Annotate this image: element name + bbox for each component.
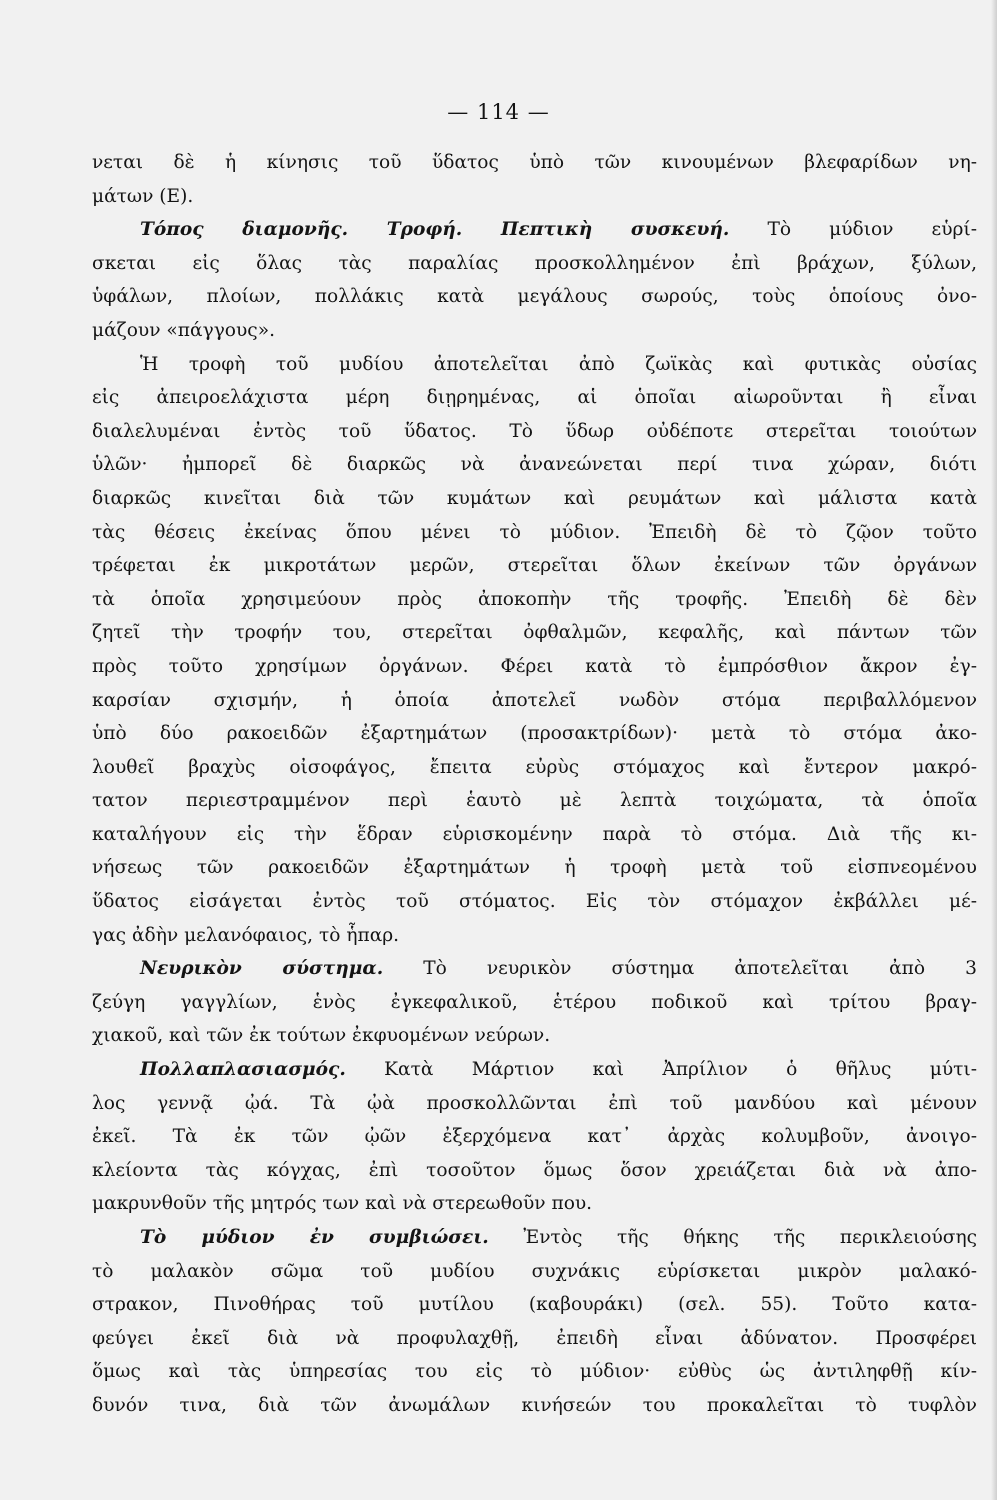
text-line: [92, 415, 977, 449]
line-text: Ἡ τροφὴ τοῦ μυδίου ἀποτελεῖται ἀπὸ ζωϊκὰς καὶ φυτικὰς οὐσίας: [140, 353, 977, 375]
text-line: [92, 952, 977, 986]
line-text: ὅμως καὶ τὰς ὑπηρεσίας του εἰς τὸ μύδιον· εὐθὺς ὡς ἀντιληφθῇ κίν-: [92, 1361, 977, 1383]
text-line: [92, 717, 977, 751]
line-text: Τὸ μύδιον εὑρί-: [729, 219, 978, 241]
line-text: ζητεῖ τὴν τροφήν του, στερεῖται ὀφθαλμῶν, κεφαλῆς, καὶ πάντων τῶν: [92, 622, 977, 644]
line-text: δυνόν τινα, διὰ τῶν ἀνωμάλων κινήσεών του προκαλεῖται τὸ τυφλὸν: [92, 1394, 977, 1416]
text-line: [92, 348, 977, 382]
text-line: [92, 818, 977, 852]
line-text: ὑφάλων, πλοίων, πολλάκις κατὰ μεγάλους σωρούς, τοὺς ὁποίους ὀνο-: [92, 286, 977, 308]
text-line: [92, 314, 977, 348]
text-line: [92, 784, 977, 818]
line-text: τὰς θέσεις ἐκείνας ὅπου μένει τὸ μύδιον. Ἐπειδὴ δὲ τὸ ζῷον τοῦτο: [92, 521, 977, 543]
line-text: ζεύγη γαγγλίων, ἑνὸς ἐγκεφαλικοῦ, ἑτέρου ποδικοῦ καὶ τρίτου βραγ-: [92, 991, 977, 1013]
text-line: [92, 986, 977, 1020]
text-line: [92, 1053, 977, 1087]
line-text: μακρυνθοῦν τῆς μητρός των καὶ νὰ στερεωθοῦν που.: [92, 1193, 593, 1215]
line-text: Κατὰ Μάρτιον καὶ Ἀπρίλιον ὁ θῆλυς μύτι-: [345, 1059, 977, 1081]
line-text: τατον περιεστραμμένον περὶ ἑαυτὸ μὲ λεπτὰ τοιχώματα, τὰ ὁποῖα: [92, 790, 977, 812]
line-text: σκεται εἰς ὅλας τὰς παραλίας προσκολλημένον ἐπὶ βράχων, ξύλων,: [92, 252, 977, 274]
text-line: [92, 1322, 977, 1356]
line-text: τρέφεται ἐκ μικροτάτων μερῶν, στερεῖται ὅλων ἐκείνων τῶν ὀργάνων: [92, 555, 977, 577]
text-line: [92, 751, 977, 785]
line-text: καρσίαν σχισμήν, ἡ ὁποία ἀποτελεῖ νωδὸν στόμα περιβαλλόμενον: [92, 689, 977, 711]
text-line: [92, 146, 977, 180]
text-line: [92, 448, 977, 482]
line-text: τὰ ὁποῖα χρησιμεύουν πρὸς ἀποκοπὴν τῆς τροφῆς. Ἐπειδὴ δὲ δὲν: [92, 588, 977, 610]
text-line: [92, 1255, 977, 1289]
line-text: κλείοντα τὰς κόγχας, ἐπὶ τοσοῦτον ὅμως ὅσον χρειάζεται διὰ νὰ ἀπο-: [92, 1159, 977, 1181]
text-line: [92, 247, 977, 281]
text-line: [92, 516, 977, 550]
line-text: χιακοῦ, καὶ τῶν ἐκ τούτων ἐκφυομένων νεύρων.: [92, 1025, 551, 1047]
line-text: τὸ μαλακὸν σῶμα τοῦ μυδίου συχνάκις εὑρίσκεται μικρὸν μαλακό-: [92, 1260, 977, 1282]
text-line: [92, 1389, 977, 1423]
text-line: [92, 616, 977, 650]
text-line: [92, 280, 977, 314]
line-text: λουθεῖ βραχὺς οἰσοφάγος, ἔπειτα εὐρὺς στόμαχος καὶ ἔντερον μακρό-: [92, 756, 977, 778]
text-line: [92, 180, 977, 214]
line-text: νήσεως τῶν ρακοειδῶν ἐξαρτημάτων ἡ τροφὴ μετὰ τοῦ εἰσπνεομένου: [92, 857, 977, 879]
text-line: [92, 1288, 977, 1322]
text-line: [92, 1120, 977, 1154]
line-text: καταλήγουν εἰς τὴν ἕδραν εὑρισκομένην παρὰ τὸ στόμα. Διὰ τῆς κι-: [92, 823, 977, 845]
text-line: [92, 1087, 977, 1121]
line-text: Ἐντὸς τῆς θήκης τῆς περικλειούσης: [488, 1227, 978, 1248]
section-heading: Τὸ μύδιον ἐν συμβιώσει.: [140, 1227, 489, 1248]
line-text: διαρκῶς κινεῖται διὰ τῶν κυμάτων καὶ ρευμάτων καὶ μάλιστα κατὰ: [92, 487, 977, 509]
section-heading: Πολλαπλασιασμός.: [140, 1059, 346, 1081]
line-text: εἰς ἀπειροελάχιστα μέρη διῃρημένας, αἱ ὁποῖαι αἰωροῦνται ἢ εἶναι: [92, 387, 977, 409]
text-line: [92, 549, 977, 583]
line-text: ἐκεῖ. Τὰ ἐκ τῶν ᾠῶν ἐξερχόμενα κατ᾽ ἀρχὰς κολυμβοῦν, ἀνοιγο-: [92, 1126, 977, 1148]
text-line: [92, 1355, 977, 1389]
line-text: φεύγει ἐκεῖ διὰ νὰ προφυλαχθῇ, ἐπειδὴ εἶναι ἀδύνατον. Προσφέρει: [92, 1327, 977, 1349]
line-text: λος γεννᾷ ᾠά. Τὰ ᾠὰ προσκολλῶνται ἐπὶ τοῦ μανδύου καὶ μένουν: [92, 1092, 977, 1114]
line-text: πρὸς τοῦτο χρησίμων ὀργάνων. Φέρει κατὰ τὸ ἐμπρόσθιον ἄκρον ἐγ-: [92, 655, 977, 677]
line-text: ὕδατος εἰσάγεται ἐντὸς τοῦ στόματος. Εἰς τὸν στόμαχον ἐκβάλλει μέ-: [92, 891, 977, 913]
text-line: [92, 1187, 977, 1221]
line-text: Τὸ νευρικὸν σύστημα ἀποτελεῖται ἀπὸ 3: [383, 958, 977, 980]
line-text: ὑλῶν· ἠμπορεῖ δὲ διαρκῶς νὰ ἀνανεώνεται περί τινα χώραν, διότι: [92, 454, 977, 476]
text-line: [92, 919, 977, 953]
text-line: [92, 1019, 977, 1053]
text-line: [92, 482, 977, 516]
text-line: [92, 650, 977, 684]
line-text: μάζουν «πάγγους».: [92, 319, 276, 341]
line-text: στρακον, Πινοθήρας τοῦ μυτίλου (καβουράκι) (σελ. 55). Τοῦτο κατα-: [92, 1294, 977, 1316]
line-text: νεται δὲ ἡ κίνησις τοῦ ὕδατος ὑπὸ τῶν κινουμένων βλεφαρίδων νη-: [92, 152, 977, 173]
page-edge-shadow: [991, 0, 997, 1500]
line-text: γας ἀδὴν μελανόφαιος, τὸ ἧπαρ.: [92, 924, 400, 946]
text-line: [92, 583, 977, 617]
page-number: — 114 —: [447, 100, 550, 124]
text-line: [92, 381, 977, 415]
text-line: [92, 1221, 977, 1255]
section-heading: Νευρικὸν σύστημα.: [140, 958, 384, 980]
text-line: [92, 885, 977, 919]
text-line: [92, 851, 977, 885]
section-heading: Τόπος διαμονῆς. Τροφή. Πεπτικὴ συσκευή.: [140, 219, 730, 241]
body-text: [92, 146, 977, 1423]
line-text: διαλελυμέναι ἐντὸς τοῦ ὕδατος. Τὸ ὕδωρ οὐδέποτε στερεῖται τοιούτων: [92, 420, 977, 442]
text-line: [92, 213, 977, 247]
line-text: μάτων (Ε).: [92, 185, 194, 207]
text-line: [92, 684, 977, 718]
line-text: ὑπὸ δύο ρακοειδῶν ἐξαρτημάτων (προσακτρίδων)· μετὰ τὸ στόμα ἀκο-: [92, 723, 977, 745]
text-line: [92, 1154, 977, 1188]
